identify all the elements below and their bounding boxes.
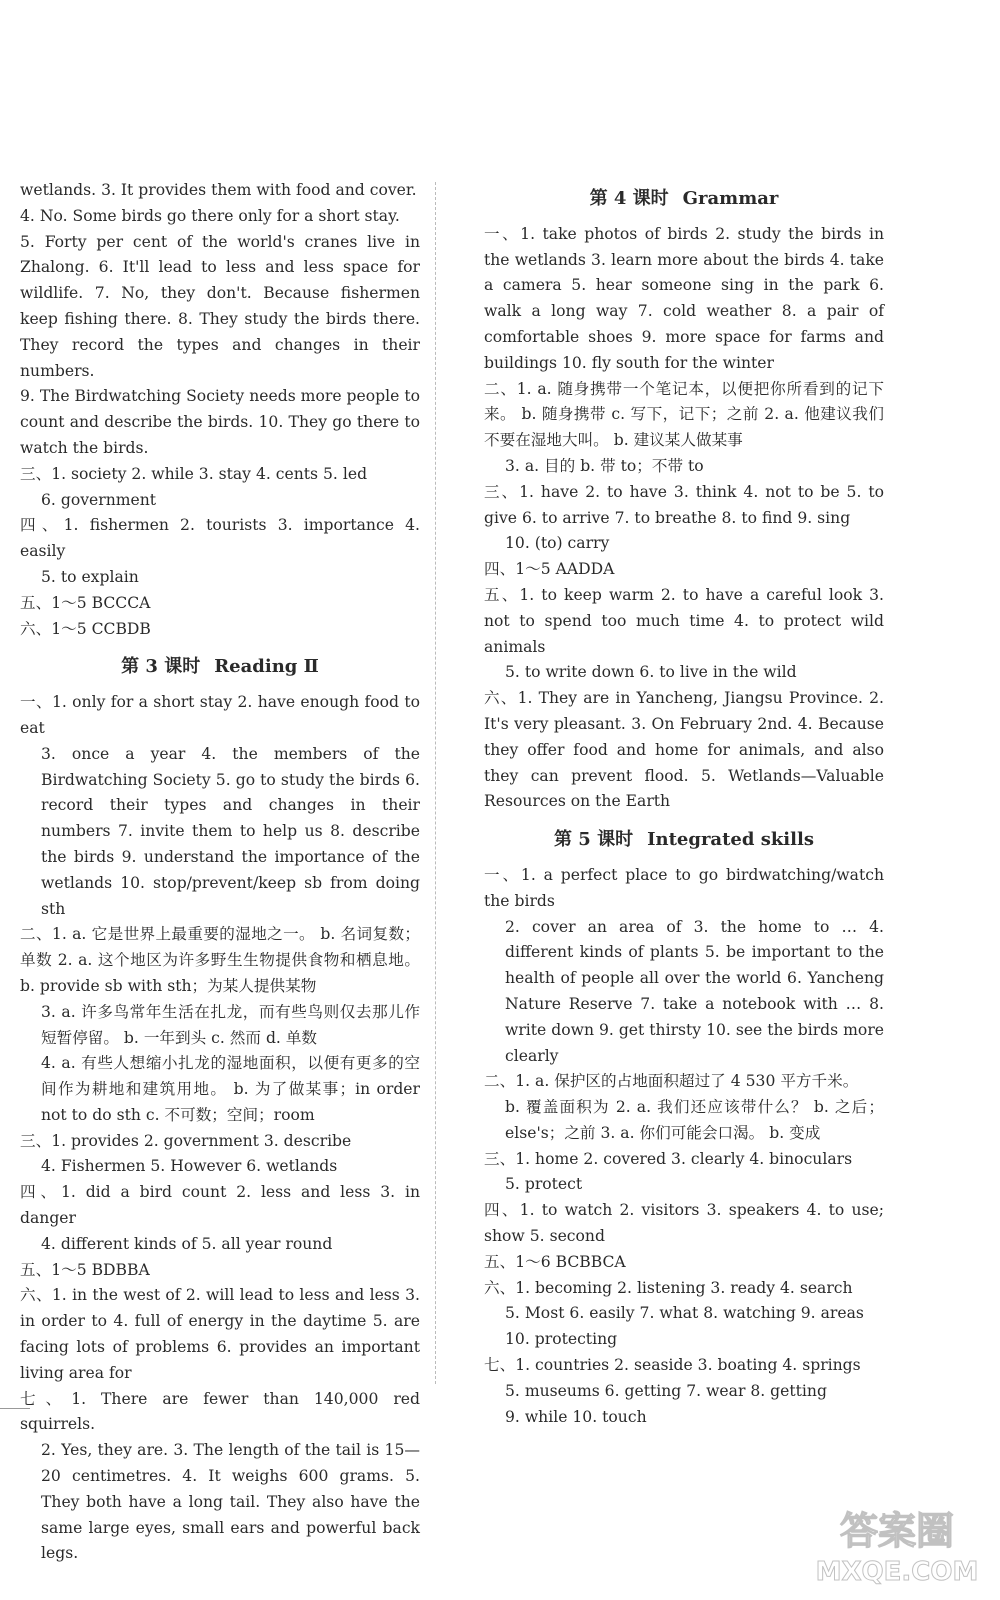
answer-line: b. 覆盖面积为 2. a. 我们还应该带什么？ b. 之后；else's；之前 3. a. 你们可能会口渴。 b. 变成 [505, 1098, 884, 1142]
answer-line: 9. while 10. touch [505, 1407, 647, 1426]
answer-line: 五、1～5 BDBBA [20, 1260, 150, 1279]
answer-line: 4. Fishermen 5. However 6. wetlands [41, 1157, 338, 1176]
answer-line: 四、1. fishermen 2. tourists 3. importance 4. easily [20, 516, 420, 561]
answer-line: 七、1. countries 2. seaside 3. boating 4. springs [484, 1356, 861, 1375]
lesson5-title: Integrated skills [647, 829, 814, 851]
answer-line: 三、1. have 2. to have 3. think 4. not to be 5. to give 6. to arrive 7. to breathe 8. to find 9. sing [484, 482, 884, 527]
answer-line: 3. a. 许多鸟常年生活在扎龙，而有些鸟则仅去那儿作短暂停留。 b. 一年到头 c. 然而 d. 单数 [41, 1002, 420, 1047]
answer-line: 一、1. take photos of birds 2. study the birds in the wetlands 3. learn more about the birds 4. take a camera 5. hear someone sing in the park 6. walk a long way 7. cold weather 8. a pair of comfortable shoes 9. more space for farms and buildings 10. fly south for the winter [484, 224, 884, 372]
answer-line: 六、1. in the west of 2. will lead to less and less 3. in order to 4. full of energy in the daytime 5. are facing lots of problems 6. provides an important living area for [20, 1286, 420, 1382]
answer-line: 4. different kinds of 5. all year round [41, 1234, 333, 1253]
answer-line: 5. Forty per cent of the world's cranes live in Zhalong. 6. It'll lead to less and less space for wildlife. 7. No, they don't. Because fishermen keep fishing there. 8. They study the birds there. They record the types and changes in their numbers. [20, 232, 420, 380]
lesson4-title: Grammar [682, 188, 779, 209]
watermark-text-url: MXQE.COM [815, 1557, 979, 1587]
answer-line: 六、1. becoming 2. listening 3. ready 4. search [484, 1278, 853, 1297]
answer-line: 3. a. 目的 b. 带 to；不带 to [505, 456, 704, 475]
answer-line: 二、1. a. 它是世界上最重要的湿地之一。 b. 名词复数；单数 2. a. 这个地区为许多野生生物提供食物和栖息地。 b. provide sb with sth；为某人提供某物 [20, 925, 420, 995]
answer-line: wetlands. 3. It provides them with food and cover. [20, 181, 417, 199]
answer-line: 五、1. to keep warm 2. to have a careful look 3. not to spend too much time 4. to protect wild animals [484, 585, 884, 656]
answer-line: 三、1. home 2. covered 3. clearly 4. binoculars [484, 1149, 853, 1168]
lesson5-answers [484, 863, 884, 1431]
left-column [20, 178, 420, 1567]
lesson5-heading [484, 827, 884, 853]
answer-line: 四、1～5 AADDA [484, 560, 615, 579]
lesson5-number: 第 5 课时 [554, 829, 634, 851]
lesson4-heading [484, 186, 884, 212]
answer-line: 5. Most 6. easily 7. what 8. watching 9. areas [505, 1304, 864, 1323]
answer-line: 二、1. a. 随身携带一个笔记本，以便把你所看到的记下来。 b. 随身携带 c. 写下，记下；之前 2. a. 他建议我们不要在湿地大叫。 b. 建议某人做某事 [484, 379, 884, 450]
answer-line: 七、1. There are fewer than 140,000 red squirrels. [20, 1389, 420, 1434]
answer-line: 4. No. Some birds go there only for a short stay. [20, 206, 400, 225]
answer-line: 四、1. to watch 2. visitors 3. speakers 4. to use; show 5. second [484, 1201, 884, 1246]
answer-line: 10. protecting [505, 1330, 618, 1349]
watermark-logo [812, 1502, 982, 1590]
answer-line: 五、1～5 BCCCA [20, 593, 151, 612]
answer-line: 六、1. They are in Yancheng, Jiangsu Province. 2. It's very pleasant. 3. On February 2nd. 4. Because they offer food and home for animals, and also they can prevent flood. 5. Wetlands—Valuable Resources on the Earth [484, 689, 884, 811]
answer-line: 10. (to) carry [505, 534, 610, 553]
answer-line: 5. protect [505, 1175, 583, 1194]
watermark-text-cn: 答案圈 [839, 1509, 955, 1553]
answer-line: 9. The Birdwatching Society needs more people to count and describe the birds. 10. They go there to watch the birds. [20, 387, 420, 457]
answer-line: 6. government [41, 490, 157, 509]
answer-line: 2. Yes, they are. 3. The length of the tail is 15—20 centimetres. 4. It weighs 600 grams. 5. They both have a long tail. They also have the same large eyes, small ears and powerful back legs. [41, 1441, 420, 1563]
answer-line: 5. to explain [41, 567, 139, 586]
answer-line: 一、1. a perfect place to go birdwatching/watch the birds [484, 865, 884, 910]
answer-line: 四、1. did a bird count 2. less and less 3. in danger [20, 1183, 420, 1228]
lesson3-answers [20, 690, 420, 1567]
right-column [484, 178, 884, 1430]
answer-line: 3. once a year 4. the members of the Birdwatching Society 5. go to study the birds 6. record their types and changes in their numbers 7. invite them to help us 8. describe the birds 9. understand the importance of the wetlands 10. stop/prevent/keep sb from doing sth [41, 744, 420, 918]
lesson3-number: 第 3 课时 [121, 656, 201, 678]
lesson4-number: 第 4 课时 [589, 188, 669, 209]
answer-line: 三、1. provides 2. government 3. describe [20, 1131, 352, 1150]
answer-line: 三、1. society 2. while 3. stay 4. cents 5. led [20, 464, 368, 483]
lesson4-answers [484, 222, 884, 815]
answer-line: 5. museums 6. getting 7. wear 8. getting [505, 1381, 827, 1400]
answer-line: 五、1～6 BCBBCA [484, 1252, 626, 1271]
lesson2-answers-continued [20, 178, 420, 642]
column-divider [435, 182, 436, 1384]
answer-line: 2. cover an area of 3. the home to … 4. different kinds of plants 5. be important to the health of people all over the world 6. Yancheng Nature Reserve 7. take a notebook with … 8. write down 9. get thirsty 10. see the birds more clearly [505, 917, 884, 1065]
answer-line: 4. a. 有些人想缩小扎龙的湿地面积，以便有更多的空间作为耕地和建筑用地。 b. 为了做某事；in order not to do sth c. 不可数；空间；room [41, 1054, 420, 1124]
answer-line: 六、1～5 CCBDB [20, 619, 151, 638]
answer-line: 一、1. only for a short stay 2. have enough food to eat [20, 693, 420, 737]
answer-line: 二、1. a. 保护区的占地面积超过了 4 530 平方千米。 [484, 1072, 859, 1091]
lesson3-title: Reading Ⅱ [214, 656, 319, 678]
page-bottom-rule [0, 1408, 30, 1409]
lesson3-heading [20, 654, 420, 680]
answer-line: 5. to write down 6. to live in the wild [505, 663, 797, 682]
